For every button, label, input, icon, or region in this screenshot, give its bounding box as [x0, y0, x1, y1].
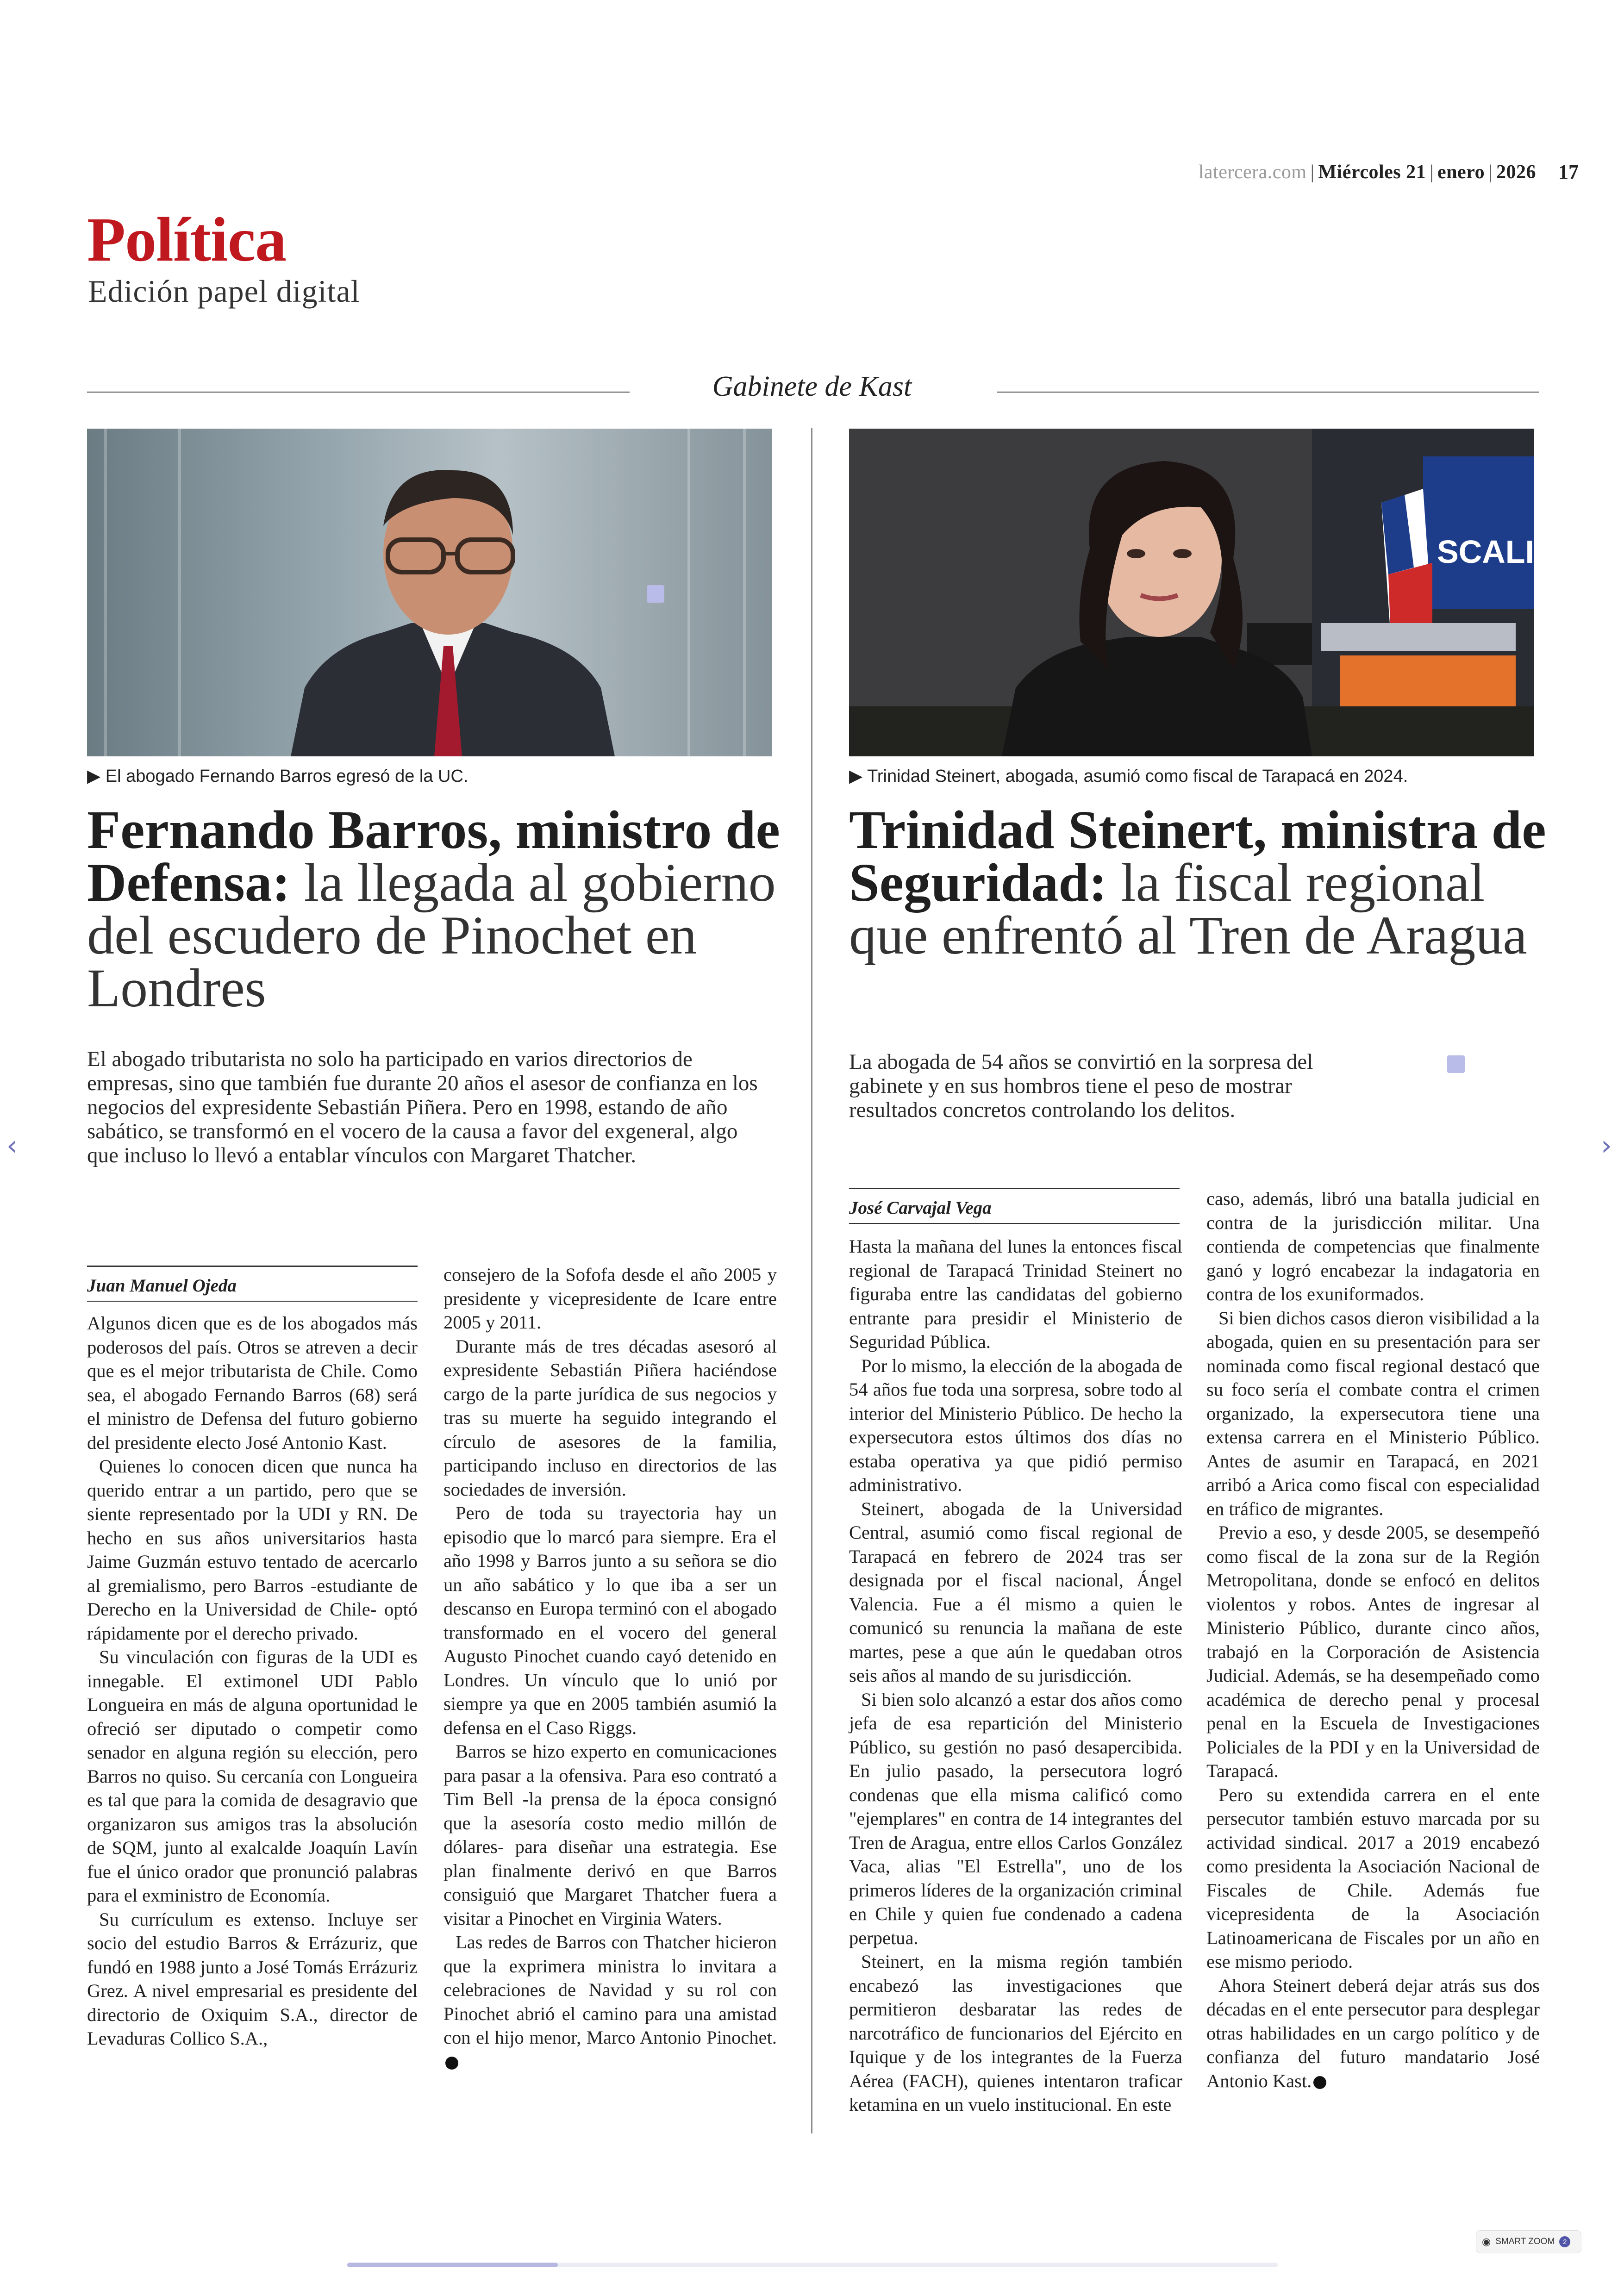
kicker-title: Gabinete de Kast: [712, 371, 912, 402]
section-title: Política: [87, 205, 287, 274]
paragraph: Pero su extendida carrera en el ente persecutor también estuvo marcada por su actividad sindical. 2017 a 2019 encabezó como presidenta la Asociación Nacional de Fiscales de Chile. Además fue vicepresidenta de la Asociación Latinoamericana de Fiscales por un año en ese mismo periodo.: [1206, 1784, 1540, 1972]
paragraph: Su currículum es extenso. Incluye ser socio del estudio Barros & Errázuriz, que fundó en 1988 junto a José Tomás Errázuriz Grez. A nivel empresarial es presidente del directorio de Oxiquim S.A., director de Levaduras Collico S.A.,: [87, 1908, 418, 2049]
paragraph: [443, 1930, 777, 2073]
steinert-byline-box: [849, 1188, 1180, 1224]
barros-photo-caption: ▶ El abogado Fernando Barros egresó de la UC.: [87, 767, 468, 786]
section-subtitle: Edición papel digital: [88, 274, 360, 309]
steinert-byline: José Carvajal Vega: [849, 1198, 992, 1218]
paragraph: Steinert, abogada de la Universidad Central, asumió como fiscal regional de Tarapacá en febrero de 2024 tras ser designada por el fiscal nacional, Ángel Valencia. Fue a él mismo a quien le comunicó su renuncia la mañana de este martes, pese a que aún le quedaban otros seis años al mando de su jurisdicción.: [849, 1498, 1182, 1686]
portrait-photo-icon: [87, 429, 772, 756]
steinert-headline-rest: la fiscal regional que enfrentó al Tren de Aragua: [849, 852, 1527, 966]
page-number: 17: [1558, 161, 1579, 183]
smart-zoom-label: SMART ZOOM: [1495, 2237, 1555, 2246]
barros-column-1: [87, 1311, 418, 2051]
paragraph: Algunos dicen que es de los abogados más poderosos del país. Otros se atreven a decir que es el mejor tributarista de Chile. Como sea, el abogado Fernando Barros (68) será el ministro de Defensa del futuro gobierno del presidente electo José Antonio Kast.: [87, 1313, 418, 1453]
barros-photo[interactable]: [87, 429, 772, 756]
date-line: latercera.com | Miércoles 21 | enero | 2026: [1198, 162, 1536, 183]
end-mark-icon: [1313, 2076, 1326, 2089]
paragraph: Previo a eso, y desde 2005, se desempeñó como fiscal de la zona sur de la Región Metropolitana, donde se enfocó en delitos violentos y robos. Antes de ingresar al Ministerio Público, durante cinco años, trabajó en la Corporación de Asistencia Judicial. Además, se ha desempeñado como académica de derecho penal y procesal penal en la Escuela de Investigaciones Policiales de la PDI y en la Universidad de Tarapacá.: [1206, 1522, 1540, 1781]
steinert-headline: [849, 799, 1553, 966]
date-day: Miércoles 21: [1318, 162, 1426, 183]
date-year: 2026: [1496, 162, 1536, 183]
portrait-photo-icon: [849, 429, 1558, 756]
paragraph: Si bien dichos casos dieron visibilidad a la abogada, quien en su presentación para ser nominada como fiscal regional destacó que su foco sería el combate contra el crimen organizado, la expersecutora tiene una extensa carrera en el Ministerio Público. Antes de asumir en Tarapacá, en 2021 arribó a Arica como fiscal con especialidad en tráfico de migrantes.: [1206, 1307, 1540, 1519]
steinert-photo-caption: ▶ Trinidad Steinert, abogada, asumió como fiscal de Tarapacá en 2024.: [849, 767, 1408, 786]
paragraph-text: Ahora Steinert deberá dejar atrás sus dos décadas en el ente persecutor para desplegar otras habilidades en un cargo político y de confianza del futuro mandatario José Antonio Kast.: [1206, 1975, 1540, 2091]
paragraph: Barros se hizo experto en comunicaciones para pasar a la ofensiva. Para eso contrató a Tim Bell -la prensa de la época consignó que la asesoría costo medio millón de dólares- para diseñar una estrategia. Ese plan finalmente derivó en que Barros consiguió que Margaret Thatcher fuera a visitar a Pinochet en Virginia Waters.: [443, 1741, 777, 1929]
barros-headline-rest: la llegada al gobierno del escudero de Pinochet en Londres: [87, 852, 776, 1018]
barros-column-2: [443, 1263, 777, 2073]
barros-headline-bold: Fernando Barros, ministro de Defensa:: [87, 799, 780, 913]
site-name: latercera.com: [1198, 162, 1307, 183]
photo-zoom-icon[interactable]: [647, 585, 664, 603]
page-scrollbar-thumb[interactable]: [347, 2263, 558, 2267]
lead-zoom-icon[interactable]: [1447, 1055, 1465, 1073]
end-mark-icon: [445, 2057, 458, 2070]
paragraph: Quienes lo conocen dicen que nunca ha querido entrar a un partido, pero que se siente representado por la UDI y RN. De hecho en sus años universitarios hasta Jaime Guzmán estuvo tentado de acercarlo al gremialismo, pero Barros -estudiante de Derecho en la Universidad de Chile- optó rápidamente por el derecho privado.: [87, 1456, 418, 1644]
paragraph: Por lo mismo, la elección de la abogada de 54 años fue toda una sorpresa, sobre todo al interior del Ministerio Público. De hecho la expersecutora estos últimos dos días no estaba operativa ya que pidió permiso administrativo.: [849, 1355, 1182, 1495]
steinert-photo[interactable]: [849, 429, 1558, 756]
steinert-column-1: [849, 1235, 1182, 2117]
paragraph-text: Las redes de Barros con Thatcher hicieron que la exprimera ministra lo invitara a celebraciones de Navidad y su rol con Pinochet abrió el camino para una amistad con el hijo menor, Marco Antonio Pinochet.: [443, 1932, 777, 2048]
paragraph: consejero de la Sofofa desde el año 2005 y presidente y vicepresidente de Icare entre 2005 y 2011.: [443, 1264, 777, 1333]
smart-zoom-button[interactable]: [1476, 2230, 1581, 2253]
paragraph: [1206, 1974, 1540, 2093]
paragraph: caso, además, libró una batalla judicial en contra de la jurisdicción militar. Una contienda de competencias que finalmente ganó y logró encabezar la indagatoria en contra de los exuniformados.: [1206, 1188, 1540, 1304]
paragraph: Si bien solo alcanzó a estar dos años como jefa de esa repartición del Ministerio Público, su gestión no pasó desapercibida. En julio pasado, la persecutora logró condenas que ella misma calificó como "ejemplares" en contra de 14 integrantes del Tren de Aragua, entre ellos Carlos González Vaca, alias "El Estrella", uno de los primeros líderes de la organización criminal en Chile y quien fue condenado a cadena perpetua.: [849, 1689, 1182, 1948]
barros-byline: Juan Manuel Ojeda: [87, 1276, 237, 1296]
date-month: enero: [1437, 162, 1485, 183]
eye-icon: ◉: [1482, 2236, 1491, 2247]
paragraph: Steinert, en la misma región también encabezó las investigaciones que permitieron desbaratar las redes de narcotráfico de funcionarios del Ejército en Iquique y de los integrantes de la Fuerza Aérea (FACH), quienes intentaron traficar ketamina en un vuelo institucional. En este: [849, 1951, 1182, 2115]
barros-lead: El abogado tributarista no solo ha participado en varios directorios de empresas, sino que también fue durante 20 años el asesor de confianza en los negocios del expresidente Sebastián Piñera. Pero en 1998, estando de año sabático, se transformó en el vocero de la causa a favor del exgeneral, algo que incluso lo llevó a entablar vínculos con Margaret Thatcher.: [87, 1047, 758, 1167]
steinert-lead: La abogada de 54 años se convirtió en la sorpresa del gabinete y en sus hombros tiene el peso de mostrar resultados concretos controlando los delitos.: [849, 1050, 1313, 1122]
svg-text:SCALIA: SCALIA: [1437, 534, 1558, 570]
barros-byline-box: [87, 1266, 418, 1302]
paragraph: Su vinculación con figuras de la UDI es innegable. El extimonel UDI Pablo Longueira en más de alguna oportunidad le ofreció ser diputado o competir como senador en alguna región su elección, pero Barros no quiso. Su cercanía con Longueira es tal que para la comida de desagravio que organizaron sus amigos tras la absolución de SQM, junto al exalcalde Joaquín Lavín fue el único orador que pronunció palabras para el exministro de Economía.: [87, 1646, 418, 1906]
kicker-rule-right: [997, 392, 1539, 393]
paragraph: Pero de toda su trayectoria hay un episodio que lo marcó para siempre. Era el año 1998 y Barros junto a su señora se dio un año sabático y lo que iba a ser un descanso en Europa terminó con el abogado transformado en el vocero del general Augusto Pinochet cuando cayó detenido en Londres. Un vínculo que lo unió por siempre ya que en 2005 también asumió la defensa en el Caso Riggs.: [443, 1503, 777, 1738]
column-divider: [811, 428, 812, 2133]
smart-zoom-count: 2: [1559, 2236, 1570, 2247]
previous-page-arrow-icon[interactable]: ‹: [6, 1129, 18, 1162]
next-page-arrow-icon[interactable]: ›: [1601, 1129, 1612, 1162]
paragraph: Hasta la mañana del lunes la entonces fiscal regional de Tarapacá Trinidad Steinert no figuraba entre las candidatas del gobierno entrante para presidir el Ministerio de Seguridad Pública.: [849, 1236, 1182, 1352]
barros-headline: [87, 799, 791, 1018]
paragraph: Durante más de tres décadas asesoró al expresidente Sebastián Piñera haciéndose cargo de la parte jurídica de sus negocios y tras su muerte ha seguido integrando el círculo de asesores de la familia, participando incluso en directorios de las sociedades de inversión.: [443, 1335, 777, 1500]
steinert-column-2: [1206, 1187, 1540, 2093]
steinert-headline-bold: Trinidad Steinert, ministra de Seguridad:: [849, 799, 1546, 913]
